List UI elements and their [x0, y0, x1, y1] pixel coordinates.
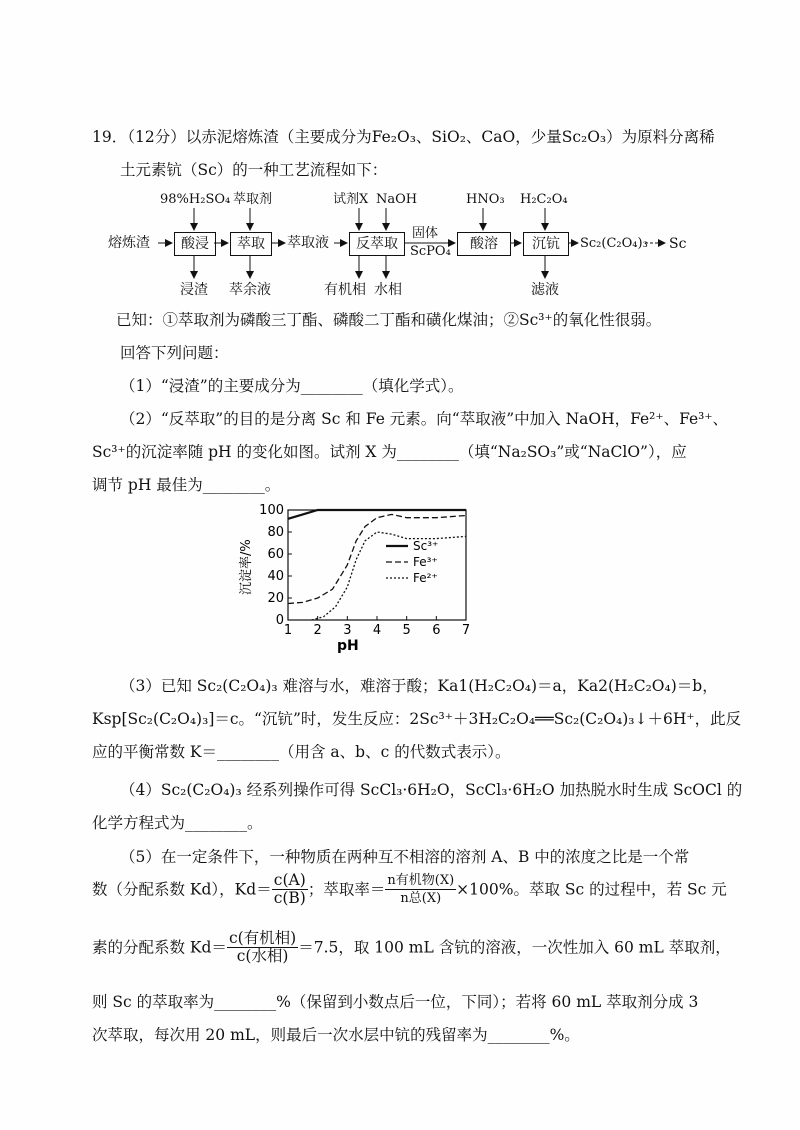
flow-output-filtrate: 滤液: [531, 282, 559, 298]
flow-input-naoh: NaOH: [376, 192, 418, 207]
question-header-cont: 土元素钪（Sc）的一种工艺流程如下：: [120, 161, 388, 179]
flow-input-h2so4: 98%H₂SO₄: [160, 192, 231, 207]
flow-label-scpo4: ScPO₄: [410, 244, 451, 259]
kd-value-fraction: [227, 930, 298, 965]
flow-step-precipitate: 沉钪: [523, 232, 569, 256]
p5b-text-mid: ；萃取率＝: [307, 880, 386, 899]
y-tick-label: 0: [275, 613, 284, 628]
question-part-4b: 化学方程式为________。: [92, 814, 263, 832]
flow-input-hno3: HNO₃: [466, 192, 505, 207]
x-tick-label: 7: [461, 623, 471, 638]
plot-frame: [288, 510, 466, 620]
question-part-2c: 调节 pH 最佳为________。: [92, 476, 281, 494]
question-part-3c: 应的平衡常数 K＝________（用含 a、b、c 的代数式表示）。: [92, 743, 511, 761]
series-line-0: [288, 510, 466, 519]
x-tick-label: 1: [283, 623, 293, 638]
flow-input-extractant: 萃取剂: [233, 192, 273, 207]
kd-value-denominator: c(水相): [236, 947, 289, 965]
flow-output-raffinate: 萃余液: [229, 282, 271, 298]
y-tick-label: 80: [267, 525, 284, 540]
series-line-1: [288, 514, 466, 603]
rate-numerator: n有机物(X): [387, 873, 455, 888]
chart-svg: [238, 502, 478, 658]
question-part-4a: （4）Sc₂(C₂O₄)₃ 经系列操作可得 ScCl₃·6H₂O，ScCl₃·6H₂O 加热脱水时生成 ScOCl 的: [120, 781, 743, 799]
kd-denominator: c(B): [273, 889, 306, 907]
y-tick-label: 40: [267, 569, 284, 584]
flow-input-h2c2o4: H₂C₂O₄: [520, 192, 568, 207]
flow-label-extract-liquid: 萃取液: [287, 235, 329, 251]
flow-step-acid-leach: 酸浸: [174, 232, 216, 256]
kd-value-numerator: c(有机相): [228, 929, 297, 947]
flow-output-aqueous: 水相: [374, 282, 402, 298]
flow-input-reagent-x: 试剂X: [333, 192, 369, 207]
legend-label: Sc³⁺: [413, 539, 439, 553]
precipitation-chart: [238, 502, 478, 658]
question-part-5b: [92, 872, 727, 907]
rate-denominator: n总(X): [400, 891, 442, 906]
flow-label-solid: 固体: [412, 226, 439, 241]
x-tick-label: 4: [372, 623, 382, 638]
flow-output-organic: 有机相: [324, 282, 366, 298]
y-tick-label: 100: [259, 503, 284, 518]
question-part-5d: 则 Sc 的萃取率为________%（保留到小数点后一位，下同）；若将 60 mL 萃取剂分成 3: [92, 993, 699, 1011]
kd-fraction: [272, 872, 308, 907]
flow-step-acid-dissolve: 酸溶: [457, 232, 511, 256]
y-tick-label: 20: [267, 591, 284, 606]
legend-label: Fe²⁺: [413, 571, 438, 585]
p5c-text-pre: 素的分配系数 Kd＝: [92, 938, 227, 957]
kd-numerator: c(A): [272, 872, 308, 890]
question-part-3b: Ksp[Sc₂(C₂O₄)₃]＝c。“沉钪”时，发生反应：2Sc³⁺＋3H₂C₂O₄══Sc₂(C₂O₄)₃↓＋6H⁺，此反: [92, 710, 742, 728]
extraction-rate-fraction: [385, 872, 456, 907]
p5b-text-pre: 数（分配系数 Kd），Kd＝: [92, 880, 272, 899]
question-header: 19．（12分）以赤泥熔炼渣（主要成分为Fe₂O₃、SiO₂、CaO，少量Sc₂O₃）为原料分离稀: [92, 128, 715, 146]
question-part-5c: [92, 930, 731, 965]
flow-output-residue: 浸渣: [180, 282, 208, 298]
x-tick-label: 3: [343, 623, 352, 638]
y-axis-label: 沉淀率/%: [239, 539, 254, 595]
flow-product: Sc₂(C₂O₄)₃: [580, 236, 648, 251]
known-info: 已知：①萃取剂为磷酸三丁酯、磷酸二丁酯和磺化煤油；②Sc³⁺的氧化性很弱。: [116, 311, 662, 329]
flow-final-product: Sc: [669, 236, 687, 252]
legend-label: Fe³⁺: [413, 555, 438, 569]
question-part-5e: 次萃取，每次用 20 mL，则最后一次水层中钪的残留率为________%。: [92, 1026, 580, 1044]
question-part-3a: （3）已知 Sc₂(C₂O₄)₃ 难溶与水，难溶于酸；Ka1(H₂C₂O₄)＝a，Ka2(H₂C₂O₄)＝b，: [120, 677, 718, 695]
x-tick-label: 6: [432, 623, 441, 638]
x-tick-label: 5: [402, 623, 411, 638]
answer-prompt: 回答下列问题：: [120, 344, 229, 362]
p5c-text-post: ＝7.5，取 100 mL 含钪的溶液，一次性加入 60 mL 萃取剂，: [298, 938, 731, 957]
x-axis-label: pH: [337, 638, 359, 654]
question-part-2b: Sc³⁺的沉淀率随 pH 的变化如图。试剂 X 为________（填“Na₂SO₃”或“NaClO”），应: [92, 443, 687, 461]
flow-start: 熔炼渣: [108, 235, 150, 251]
question-part-2a: （2）“反萃取”的目的是分离 Sc 和 Fe 元素。向“萃取液”中加入 NaOH，Fe²⁺、Fe³⁺、: [120, 410, 729, 428]
x-tick-label: 2: [313, 623, 322, 638]
y-tick-label: 60: [267, 547, 284, 562]
question-part-1: （1）“浸渣”的主要成分为________（填化学式）。: [120, 377, 464, 395]
flow-step-back-extract: 反萃取: [349, 232, 405, 256]
question-part-5a: （5）在一定条件下，一种物质在两种互不相溶的溶剂 A、B 中的浓度之比是一个常: [120, 848, 690, 866]
flow-step-extract: 萃取: [230, 232, 272, 256]
p5b-text-post: ×100%。萃取 Sc 的过程中，若 Sc 元: [456, 880, 727, 899]
